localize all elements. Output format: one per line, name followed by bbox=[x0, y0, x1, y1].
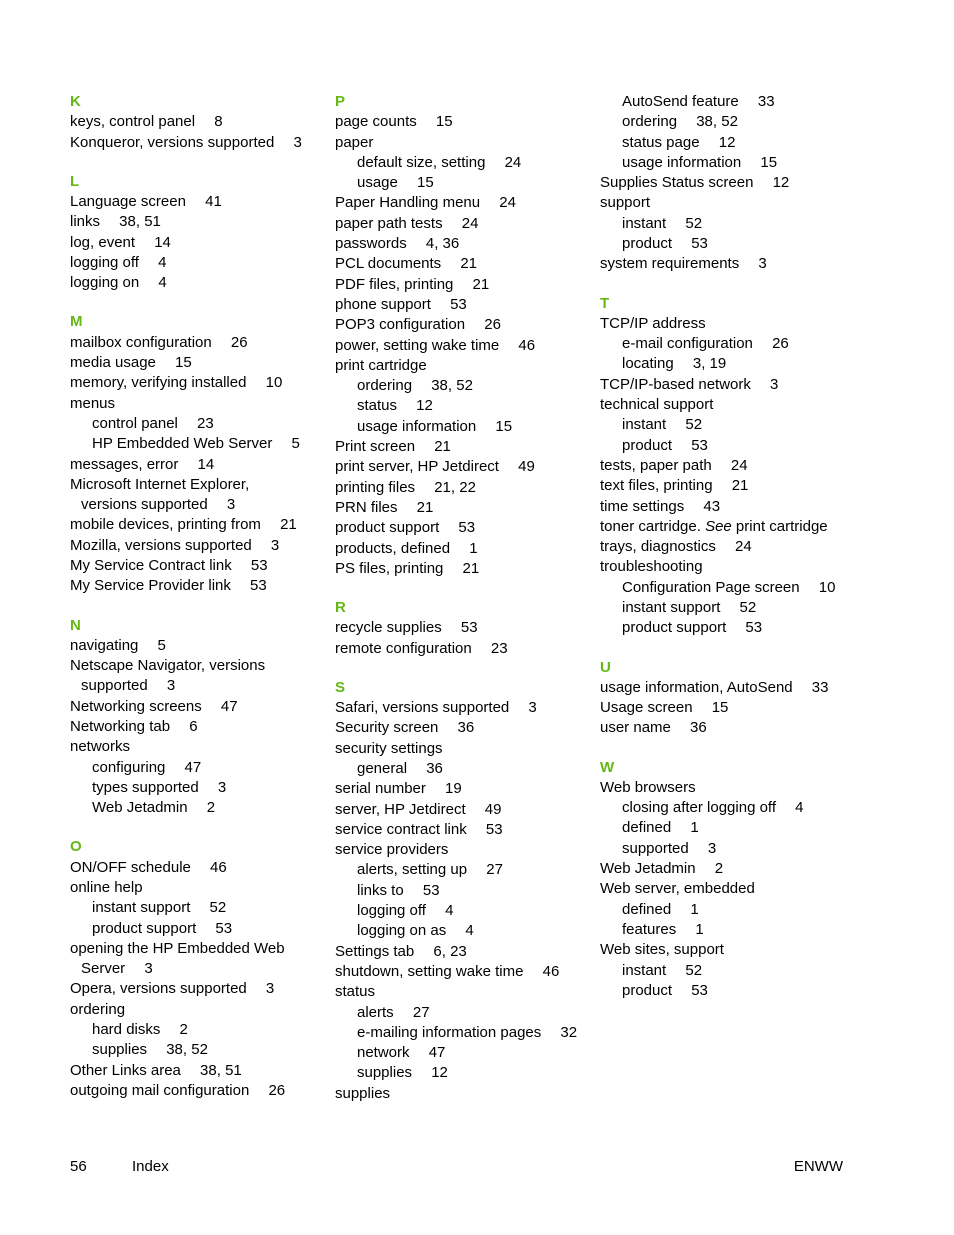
index-subentry: supplies 12 bbox=[357, 1064, 448, 1082]
index-letter-heading: M bbox=[70, 313, 83, 331]
index-subentry: features 1 bbox=[622, 920, 704, 938]
index-entry: opening the HP Embedded Web bbox=[70, 939, 285, 957]
index-entry: paper path tests 24 bbox=[335, 214, 479, 232]
index-letter-heading: S bbox=[335, 678, 346, 696]
index-entry: PDF files, printing 21 bbox=[335, 275, 490, 293]
index-subentry: logging on as 4 bbox=[357, 922, 474, 940]
index-column-3 bbox=[600, 92, 850, 1001]
index-subentry: alerts, setting up 27 bbox=[357, 861, 503, 879]
index-entry: ordering bbox=[70, 1000, 126, 1018]
index-entry: Safari, versions supported 3 bbox=[335, 699, 537, 717]
index-subentry: alerts 27 bbox=[357, 1003, 430, 1021]
index-entry: troubleshooting bbox=[600, 558, 703, 576]
index-entry: text files, printing 21 bbox=[600, 477, 749, 495]
index-entry: Web sites, support bbox=[600, 941, 724, 959]
index-subentry: usage information 15 bbox=[357, 417, 513, 435]
index-entry: tests, paper path 24 bbox=[600, 456, 748, 474]
index-entry: memory, verifying installed 10 bbox=[70, 374, 283, 392]
index-entry: system requirements 3 bbox=[600, 255, 767, 273]
index-subentry: default size, setting 24 bbox=[357, 153, 522, 171]
index-subentry: closing after logging off 4 bbox=[622, 799, 804, 817]
index-entry: PS files, printing 21 bbox=[335, 559, 480, 577]
footer-code: ENWW bbox=[793, 1158, 843, 1175]
index-subentry: Web Jetadmin 2 bbox=[92, 799, 216, 817]
index-entry: Microsoft Internet Explorer, bbox=[70, 475, 250, 493]
index-entry: Supplies Status screen 12 bbox=[600, 174, 790, 192]
index-entry: TCP/IP-based network 3 bbox=[600, 375, 779, 393]
index-entry: product support 53 bbox=[335, 519, 476, 537]
index-entry: supplies bbox=[335, 1084, 391, 1102]
index-entry: print cartridge bbox=[335, 356, 427, 374]
index-letter-heading: R bbox=[335, 599, 346, 617]
index-entry: serial number 19 bbox=[335, 780, 462, 798]
index-subentry: general 36 bbox=[357, 759, 443, 777]
index-entry: Mozilla, versions supported 3 bbox=[70, 536, 280, 554]
index-letter-heading: W bbox=[600, 758, 615, 776]
index-entry: passwords 4, 36 bbox=[335, 235, 460, 253]
index-entry: networks bbox=[70, 738, 131, 756]
index-entry: time settings 43 bbox=[600, 497, 721, 515]
index-subentry: ordering 38, 52 bbox=[622, 113, 738, 131]
index-subentry: usage 15 bbox=[357, 174, 434, 192]
index-entry-continuation: versions supported 3 bbox=[81, 496, 236, 514]
index-letter-heading: N bbox=[70, 616, 81, 634]
index-entry: remote configuration 23 bbox=[335, 639, 508, 657]
index-subentry: instant 52 bbox=[622, 961, 703, 979]
index-entry: keys, control panel 8 bbox=[70, 113, 223, 131]
index-entry: mailbox configuration 26 bbox=[70, 333, 248, 351]
index-entry: Networking tab 6 bbox=[70, 717, 198, 735]
index-subentry: ordering 38, 52 bbox=[357, 377, 473, 395]
index-entry: Other Links area 38, 51 bbox=[70, 1061, 242, 1079]
index-entry: PRN files 21 bbox=[335, 498, 434, 516]
index-entry: Web browsers bbox=[600, 778, 696, 796]
index-entry: Netscape Navigator, versions bbox=[70, 657, 266, 675]
index-entry: log, event 14 bbox=[70, 233, 171, 251]
index-entry: power, setting wake time 46 bbox=[335, 336, 536, 354]
index-subentry: defined 1 bbox=[622, 819, 699, 837]
index-subentry: e-mailing information pages 32 bbox=[357, 1023, 578, 1041]
index-entry: TCP/IP address bbox=[600, 314, 706, 332]
index-entry: service providers bbox=[335, 841, 449, 859]
index-entry: logging off 4 bbox=[70, 253, 167, 271]
index-subentry: hard disks 2 bbox=[92, 1021, 188, 1039]
index-letter-heading: L bbox=[70, 172, 80, 190]
index-entry: Web Jetadmin 2 bbox=[600, 860, 724, 878]
index-subentry: logging off 4 bbox=[357, 902, 454, 920]
index-entry: status bbox=[335, 983, 376, 1001]
index-entry: PCL documents 21 bbox=[335, 255, 478, 273]
footer-page-number: 56 bbox=[70, 1158, 87, 1175]
index-entry: page counts 15 bbox=[335, 113, 453, 131]
index-entry: technical support bbox=[600, 396, 714, 414]
index-subentry: product 53 bbox=[622, 436, 708, 454]
footer-section-label: Index bbox=[132, 1158, 169, 1175]
index-subentry: links to 53 bbox=[357, 881, 440, 899]
index-entry: Paper Handling menu 24 bbox=[335, 194, 516, 212]
index-entry: server, HP Jetdirect 49 bbox=[335, 800, 502, 818]
index-entry: Print screen 21 bbox=[335, 438, 451, 456]
index-entry: usage information, AutoSend 33 bbox=[600, 678, 829, 696]
index-subentry: product 53 bbox=[622, 981, 708, 999]
index-subentry: Configuration Page screen 10 bbox=[622, 578, 836, 596]
index-letter-heading: T bbox=[600, 294, 610, 312]
index-entry: recycle supplies 53 bbox=[335, 619, 478, 637]
index-entry: My Service Provider link 53 bbox=[70, 577, 267, 595]
index-entry: Web server, embedded bbox=[600, 880, 755, 898]
index-entry: trays, diagnostics 24 bbox=[600, 538, 752, 556]
index-subentry: supplies 38, 52 bbox=[92, 1041, 208, 1059]
index-subentry: instant support 52 bbox=[622, 599, 757, 617]
index-entry: paper bbox=[335, 133, 374, 151]
index-subentry: usage information 15 bbox=[622, 153, 778, 171]
index-entry: Settings tab 6, 23 bbox=[335, 942, 467, 960]
index-entry: POP3 configuration 26 bbox=[335, 316, 501, 334]
index-entry: My Service Contract link 53 bbox=[70, 557, 268, 575]
index-subentry: network 47 bbox=[357, 1044, 446, 1062]
index-entry: print server, HP Jetdirect 49 bbox=[335, 458, 535, 476]
index-entry: Usage screen 15 bbox=[600, 699, 729, 717]
index-letter-heading: U bbox=[600, 658, 611, 676]
index-subentry: product support 53 bbox=[622, 619, 763, 637]
index-entry: logging on 4 bbox=[70, 274, 167, 292]
index-entry-continuation: Server 3 bbox=[81, 960, 153, 978]
index-entry: Opera, versions supported 3 bbox=[70, 980, 275, 998]
index-entry: navigating 5 bbox=[70, 636, 166, 654]
index-entry: ON/OFF schedule 46 bbox=[70, 858, 227, 876]
index-entry: Konqueror, versions supported 3 bbox=[70, 133, 302, 151]
index-subentry: status 12 bbox=[357, 397, 433, 415]
index-letter-heading: O bbox=[70, 838, 82, 856]
index-subentry: product 53 bbox=[622, 235, 708, 253]
index-entry: toner cartridge. See print cartridge bbox=[600, 517, 828, 535]
index-subentry: defined 1 bbox=[622, 900, 699, 918]
index-entry: user name 36 bbox=[600, 719, 707, 737]
index-entry: media usage 15 bbox=[70, 354, 192, 372]
index-subentry: instant 52 bbox=[622, 416, 703, 434]
index-entry: security settings bbox=[335, 739, 443, 757]
index-entry: phone support 53 bbox=[335, 295, 467, 313]
index-entry: Security screen 36 bbox=[335, 719, 475, 737]
index-entry: Language screen 41 bbox=[70, 193, 222, 211]
index-subentry: locating 3, 19 bbox=[622, 355, 727, 373]
index-subentry: types supported 3 bbox=[92, 778, 227, 796]
index-entry: links 38, 51 bbox=[70, 213, 161, 231]
index-entry: online help bbox=[70, 878, 143, 896]
index-entry: products, defined 1 bbox=[335, 539, 478, 557]
index-subentry: configuring 47 bbox=[92, 758, 202, 776]
index-entry: printing files 21, 22 bbox=[335, 478, 476, 496]
index-subentry: instant 52 bbox=[622, 214, 703, 232]
index-column-1 bbox=[70, 92, 330, 1101]
index-entry-continuation: supported 3 bbox=[81, 677, 176, 695]
index-column-2 bbox=[335, 92, 595, 1104]
index-letter-heading: P bbox=[335, 93, 346, 110]
index-letter-heading: K bbox=[70, 93, 81, 110]
index-subentry: HP Embedded Web Server 5 bbox=[92, 435, 300, 453]
index-subentry: supported 3 bbox=[622, 839, 717, 857]
index-entry: messages, error 14 bbox=[70, 455, 215, 473]
index-subentry: status page 12 bbox=[622, 133, 736, 151]
index-entry: menus bbox=[70, 394, 116, 412]
index-entry: support bbox=[600, 194, 651, 212]
index-entry: Networking screens 47 bbox=[70, 697, 238, 715]
index-subentry: control panel 23 bbox=[92, 414, 214, 432]
index-entry: service contract link 53 bbox=[335, 820, 503, 838]
index-subentry: AutoSend feature 33 bbox=[622, 93, 775, 110]
index-entry: shutdown, setting wake time 46 bbox=[335, 962, 560, 980]
index-subentry: instant support 52 bbox=[92, 899, 227, 917]
index-entry: outgoing mail configuration 26 bbox=[70, 1081, 286, 1099]
index-subentry: product support 53 bbox=[92, 919, 233, 937]
index-entry: mobile devices, printing from 21 bbox=[70, 516, 297, 534]
index-subentry: e-mail configuration 26 bbox=[622, 335, 789, 353]
